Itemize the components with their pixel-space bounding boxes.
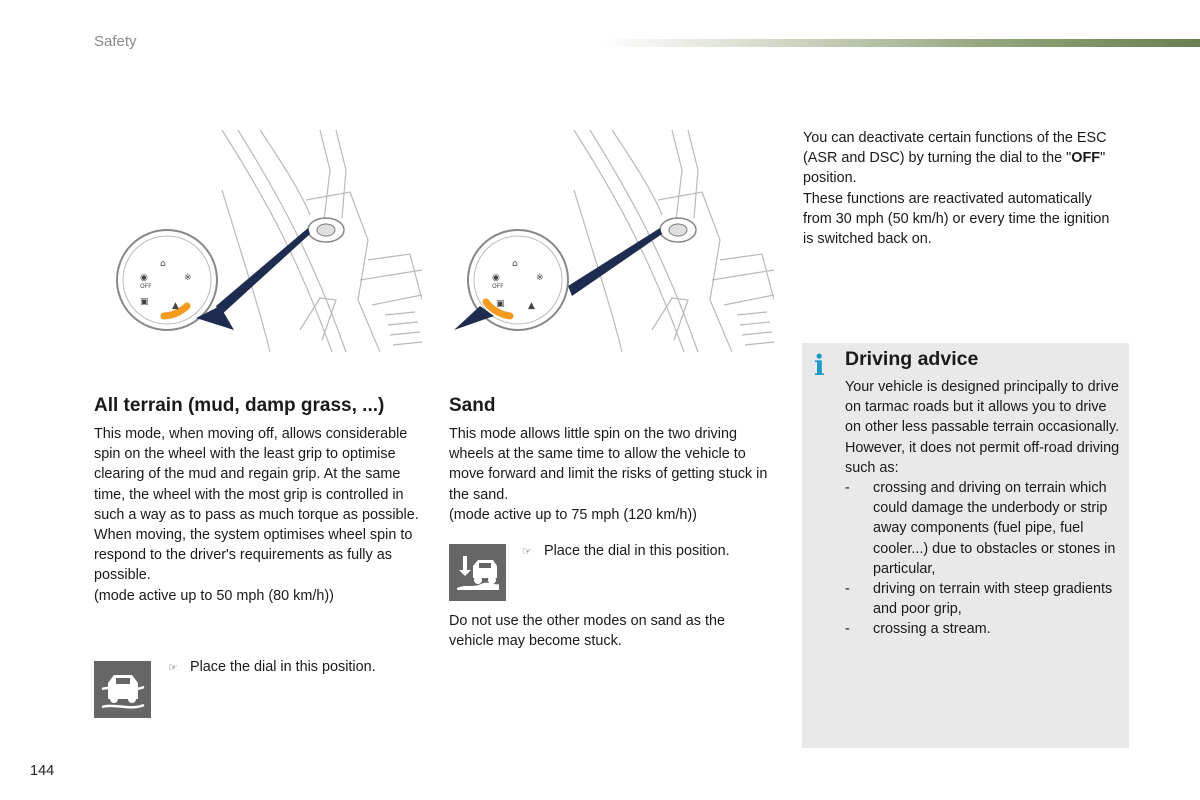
sand-paragraph: This mode allows little spin on the two driving wheels at the same time to allow the vehicle to move forward and limit the risks of getting stuck in the sand.: [449, 426, 768, 503]
section-header: Safety: [94, 33, 137, 50]
pointing-hand-icon: ☞: [168, 662, 178, 674]
svg-text:▲: ▲: [172, 301, 179, 311]
all-terrain-title: All terrain (mud, damp grass, ...): [94, 395, 385, 416]
header-bar: [600, 39, 1200, 47]
list-item-text: crossing a stream.: [873, 621, 991, 638]
svg-text:▣: ▣: [140, 297, 149, 307]
svg-text:※: ※: [536, 273, 544, 283]
sand-instruction: [522, 541, 762, 562]
all-terrain-mode-icon: [94, 661, 151, 718]
driving-advice-paragraph: However, it does not permit off-road driving such as:: [845, 439, 1120, 476]
sand-paragraph: (mode active up to 75 mph (120 km/h)): [449, 506, 697, 523]
list-item: [845, 579, 1125, 619]
svg-text:◉: ◉: [492, 273, 500, 283]
driving-advice-list: [845, 478, 1125, 640]
all-terrain-dial-illustration: [110, 130, 422, 352]
list-dash: -: [845, 480, 850, 497]
driving-advice-paragraph: Your vehicle is designed principally to drive on tarmac roads but it allows you to drive on other less passable terrain occasionally.: [845, 379, 1120, 436]
page-number: 144: [30, 763, 55, 779]
pointing-hand-icon: ☞: [522, 546, 532, 558]
esc-note-text-a: You can deactivate certain functions of the ESC (ASR and DSC) by turning the dial to the ": [803, 130, 1107, 167]
list-item: [845, 478, 1125, 579]
svg-text:▲: ▲: [528, 301, 535, 311]
svg-text:▣: ▣: [496, 299, 505, 309]
esc-off-word: OFF: [1071, 150, 1101, 167]
list-item: [845, 619, 1125, 639]
all-terrain-body: [94, 424, 424, 606]
svg-text:⌂: ⌂: [160, 259, 166, 269]
sand-warning-note: Do not use the other modes on sand as the vehicle may become stuck.: [449, 613, 726, 650]
all-terrain-paragraph: This mode, when moving off, allows considerable spin on the wheel with the least grip to optimise clearing of the mud and regain grip. At the same time, the wheel with the most grip is controlled in such a way as to pass as much torque as possible.: [94, 426, 419, 523]
sand-dial-illustration: [452, 130, 774, 352]
sand-mode-icon: [449, 544, 506, 601]
list-item-text: crossing and driving on terrain which could damage the underbody or strip away components (fuel pipe, fuel cooler...) due to obstacles or stones in particular,: [873, 480, 1116, 577]
driving-advice-body: [845, 377, 1125, 640]
esc-note: [803, 128, 1123, 249]
list-dash: -: [845, 581, 850, 598]
sand-body: [449, 424, 779, 525]
driving-advice-title: Driving advice: [845, 348, 979, 370]
svg-text:◉: ◉: [140, 273, 148, 283]
info-icon: i: [814, 349, 825, 382]
dial-off-label: OFF: [492, 283, 504, 290]
dial-off-label: OFF: [140, 283, 152, 290]
esc-note-text-b: " position.: [803, 150, 1106, 187]
svg-text:⌂: ⌂: [512, 259, 518, 269]
all-terrain-instruction-text: Place the dial in this position.: [190, 659, 376, 675]
esc-note-reactivation: These functions are reactivated automatically from 30 mph (50 km/h) or every time the ignition is switched back on.: [803, 190, 1110, 248]
sand-instruction-text: Place the dial in this position.: [544, 543, 730, 559]
all-terrain-paragraph: (mode active up to 50 mph (80 km/h)): [94, 587, 334, 604]
list-dash: -: [845, 621, 850, 638]
all-terrain-instruction: [168, 657, 408, 678]
all-terrain-paragraph: When moving, the system optimises wheel spin to respond to the driver's requirements as fully as possible.: [94, 527, 413, 584]
list-item-text: driving on terrain with steep gradients and poor grip,: [873, 581, 1113, 618]
svg-text:※: ※: [184, 273, 192, 283]
sand-title: Sand: [449, 395, 496, 416]
